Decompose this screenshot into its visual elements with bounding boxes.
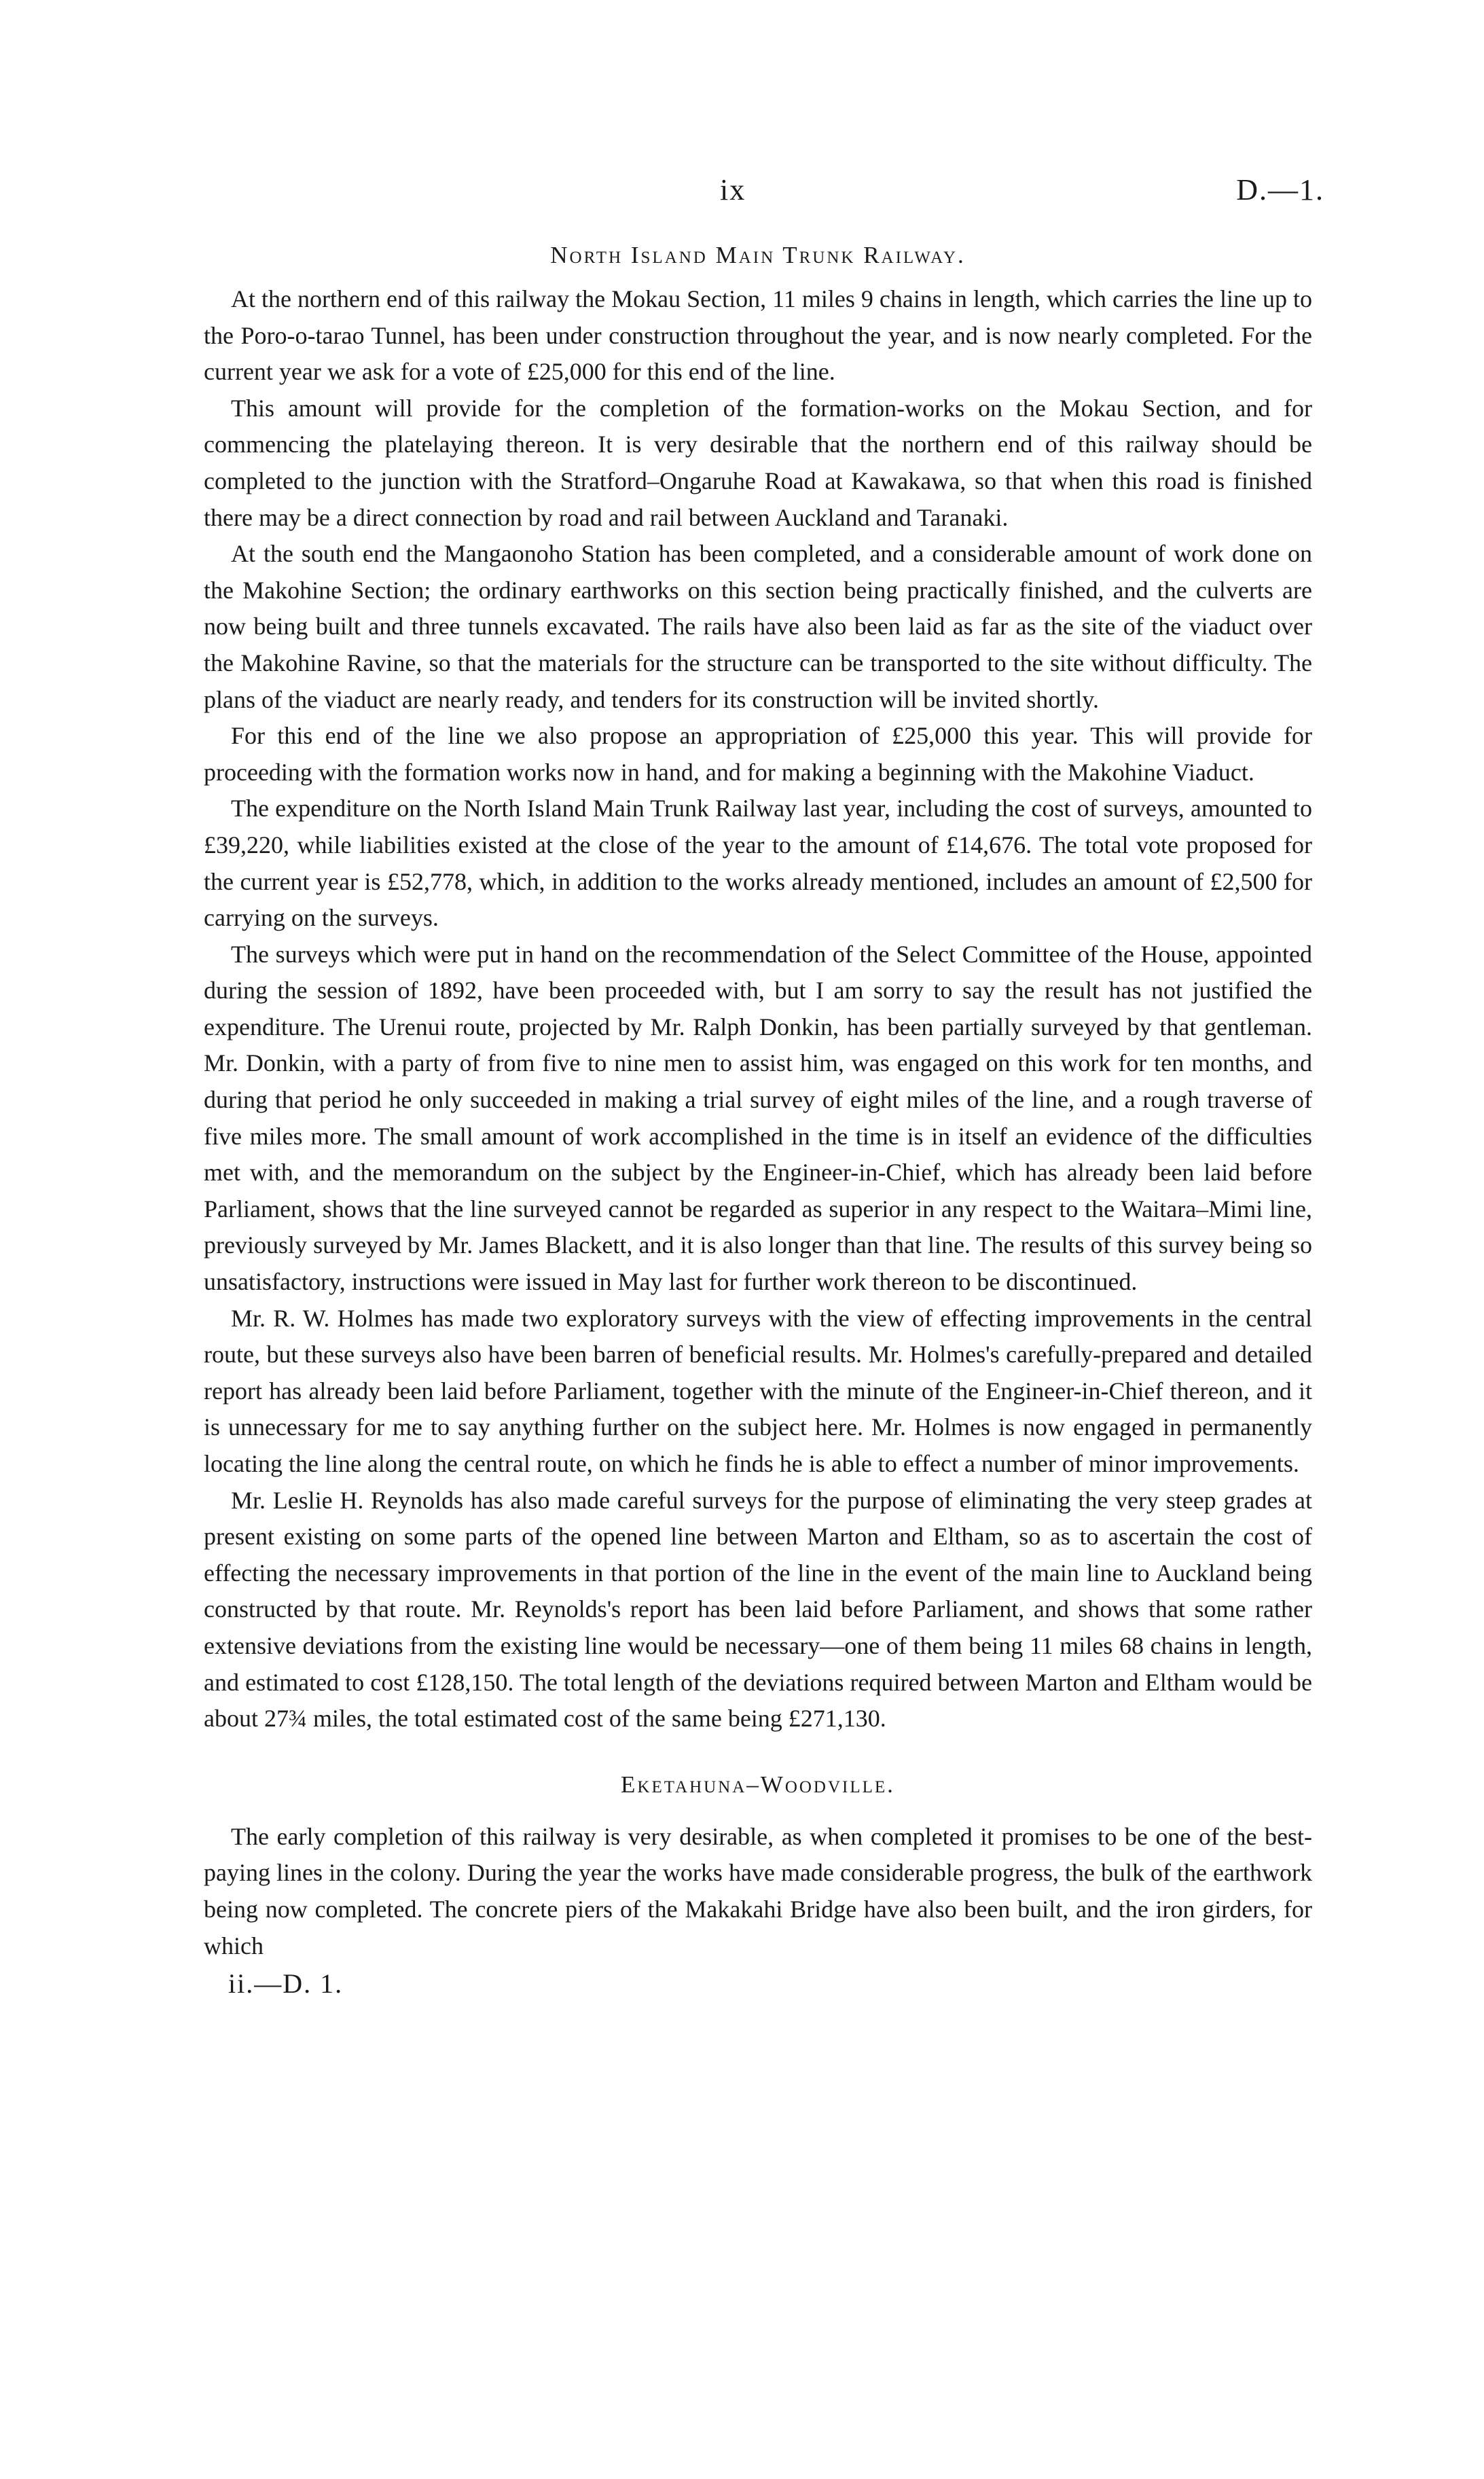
paragraph: For this end of the line we also propose an appropriation of £25,000 this year. This will provide for proceeding with the formation works now in hand, and for making a beginning with the Makohine Viaduct. bbox=[204, 722, 1312, 786]
section-heading-eketahuna-woodville: Eketahuna–Woodville. bbox=[621, 1771, 895, 1798]
section-heading-main-trunk: North Island Main Trunk Railway. bbox=[550, 242, 966, 268]
signature-mark: ii.—D. 1. bbox=[228, 1968, 344, 2000]
paragraph: The early completion of this railway is very desirable, as when completed it promises to be one of the best-paying lines in the colony. During the year the works have made considerable progress, the bulk of the earthwork being now completed. The concrete piers of the Makakahi Bridge have also been built, and the iron girders, for which bbox=[204, 1822, 1312, 1959]
paragraph: The expenditure on the North Island Main Trunk Railway last year, including the cost of surveys, amounted to £39,220, while liabilities existed at the close of the year to the amount of £14,676. The total vote proposed for the current year is £52,778, which, in addition to the works already mentioned, includes an amount of £2,500 for carrying on the surveys. bbox=[204, 795, 1312, 932]
paragraph: At the south end the Mangaonoho Station has been completed, and a considerable amount of work done on the Makohine Section; the ordinary earthworks on this section being practically finished, and the culverts are now being built and three tunnels excavated. The rails have also been laid as far as the site of the viaduct over the Makohine Ravine, so that the materials for the structure can be transported to the site without difficulty. The plans of the viaduct are nearly ready, and tenders for its construction will be invited shortly. bbox=[204, 540, 1312, 713]
page-body bbox=[204, 239, 1312, 2002]
paragraph: This amount will provide for the completion of the formation-works on the Mokau Section, and for commencing the platelaying thereon. It is very desirable that the northern end of this railway should be completed to the junction with the Stratford–Ongaruhe Road at Kawakawa, so that when this road is finished there may be a direct connection by road and rail between Auckland and Taranaki. bbox=[204, 394, 1312, 531]
paragraph: Mr. Leslie H. Reynolds has also made careful surveys for the purpose of eliminating the very steep grades at present existing on some parts of the opened line between Marton and Eltham, so as to ascertain the cost of effecting the necessary improvements in that portion of the line in the event of the main line to Auckland being constructed by that route. Mr. Reynolds's report has been laid before Parliament, and shows that some rather extensive deviations from the existing line would be necessary—one of them being 11 miles 68 chains in length, and estimated to cost £128,150. The total length of the deviations required between Marton and Eltham would be about 27¾ miles, the total estimated cost of the same being £271,130. bbox=[204, 1486, 1312, 1733]
document-reference: D.—1. bbox=[1236, 173, 1324, 206]
paragraph: At the northern end of this railway the Mokau Section, 11 miles 9 chains in length, which carries the line up to the Poro-o-tarao Tunnel, has been under construction throughout the year, and is now nearly completed. For the current year we ask for a vote of £25,000 for this end of the line. bbox=[204, 285, 1312, 386]
paragraph: Mr. R. W. Holmes has made two exploratory surveys with the view of effecting improvements in the central route, but these surveys also have been barren of beneficial results. Mr. Holmes's carefully-prepared and detailed report has already been laid before Parliament, together with the minute of the Engineer-in-Chief thereon, and it is unnecessary for me to say anything further on the subject here. Mr. Holmes is now engaged in permanently locating the line along the central route, on which he finds he is able to effect a number of minor improvements. bbox=[204, 1304, 1312, 1477]
page-number: ix bbox=[720, 173, 746, 206]
page-header bbox=[204, 173, 1324, 220]
paragraph: The surveys which were put in hand on the recommendation of the Select Committee of the House, appointed during the session of 1892, have been proceeded with, but I am sorry to say the result has not justified the expenditure. The Urenui route, projected by Mr. Ralph Donkin, has been partially surveyed by that gentleman. Mr. Donkin, with a party of from five to nine men to assist him, was engaged on this work for ten months, and during that period he only succeeded in making a trial survey of eight miles of the line, and a rough traverse of five miles more. The small amount of work accomplished in the time is in itself an evidence of the difficulties met with, and the memorandum on the subject by the Engineer-in-Chief, which has already been laid before Parliament, shows that the line surveyed cannot be regarded as superior in any respect to the Waitara–Mimi line, previously surveyed by Mr. James Blackett, and it is also longer than that line. The results of this survey being so unsatisfactory, instructions were issued in May last for further work thereon to be discontinued. bbox=[204, 940, 1312, 1296]
